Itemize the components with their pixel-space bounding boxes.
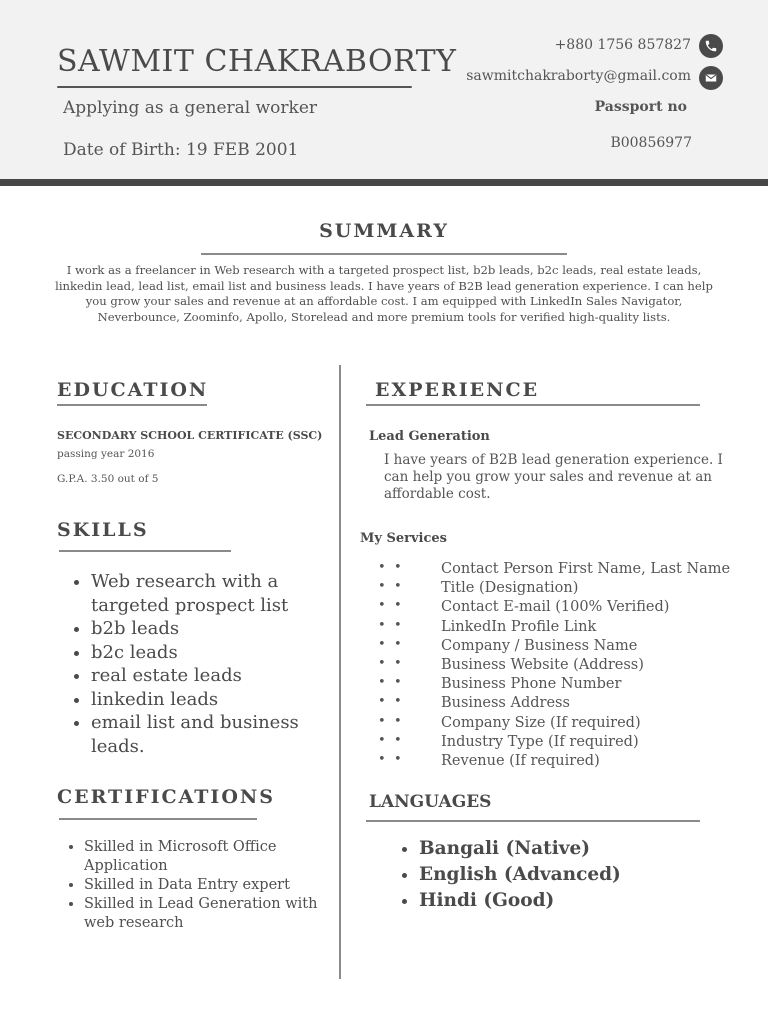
- list-item: • Skilled in Data Entry expert: [84, 876, 324, 895]
- list-item: • Bangali (Native): [419, 836, 739, 862]
- list-item: • linkedin leads: [91, 688, 351, 712]
- skills-underline: [59, 550, 231, 552]
- experience-role: Lead Generation: [369, 429, 490, 444]
- header-divider: [0, 179, 768, 186]
- list-item: • • Business Website (Address): [378, 655, 644, 673]
- date-of-birth: Date of Birth: 19 FEB 2001: [63, 140, 299, 160]
- summary-heading: SUMMARY: [319, 220, 449, 242]
- certifications-underline: [59, 818, 257, 820]
- languages-underline: [366, 820, 700, 822]
- education-gpa: G.P.A. 3.50 out of 5: [57, 473, 159, 485]
- passport-number: B00856977: [610, 135, 692, 151]
- summary-underline: [201, 253, 567, 255]
- candidate-name: SAWMIT CHAKRABORTY: [57, 44, 457, 79]
- education-certificate: SECONDARY SCHOOL CERTIFICATE (SSC): [57, 429, 323, 442]
- experience-description: I have years of B2B lead generation experience. I can help you grow your sales and revenue at an affordable cost.: [384, 452, 723, 502]
- certifications-heading: CERTIFICATIONS: [57, 786, 275, 808]
- certifications-list: [57, 838, 324, 933]
- list-item: • Hindi (Good): [419, 888, 739, 914]
- passport-label: Passport no: [594, 99, 687, 115]
- list-item: • Skilled in Microsoft Office Application: [84, 838, 324, 876]
- skills-heading: SKILLS: [57, 519, 149, 541]
- list-item: • • Contact Person First Name, Last Name: [378, 560, 731, 577]
- list-item: • • Business Address: [378, 694, 570, 712]
- experience-underline: [366, 404, 700, 406]
- list-item: • • Company Size (If required): [378, 713, 641, 731]
- list-item: • • Title (Designation): [378, 579, 579, 597]
- email-address: sawmitchakraborty@gmail.com: [466, 68, 691, 84]
- list-item: • Web research with a targeted prospect list: [91, 570, 351, 617]
- list-item: • email list and business leads.: [91, 711, 351, 758]
- list-item: • English (Advanced): [419, 862, 739, 888]
- skills-list: [57, 570, 351, 758]
- experience-heading: EXPERIENCE: [375, 379, 540, 401]
- list-item: • • Company / Business Name: [378, 636, 638, 654]
- summary-text: I work as a freelancer in Web research with a targeted prospect list, b2b leads, b2c leads, real estate leads, linkedin lead, lead list, email list and business leads. I have years of B2B lead generation experience. I can help you grow your sales and revenue at an affordable cost. I am equipped with LinkedIn Sales Navigator, Neverbounce, Zoominfo, Apollo, Storelead and more premium tools for verified high-quality lists.: [55, 263, 713, 324]
- languages-heading: LANGUAGES: [369, 792, 492, 812]
- phone-number: +880 1756 857827: [554, 37, 691, 53]
- mail-icon: [699, 66, 723, 90]
- education-underline: [57, 404, 207, 406]
- list-item: • • Contact E-mail (100% Verified): [378, 598, 670, 616]
- languages-list: [369, 836, 739, 914]
- list-item: • • Revenue (If required): [378, 751, 600, 769]
- list-item: • b2c leads: [91, 641, 351, 665]
- education-heading: EDUCATION: [57, 379, 209, 401]
- services-list: [360, 561, 740, 772]
- list-item: • • Industry Type (If required): [378, 732, 639, 750]
- job-objective: Applying as a general worker: [63, 98, 318, 118]
- list-item: • b2b leads: [91, 617, 351, 641]
- list-item: • Skilled in Lead Generation with web research: [84, 895, 324, 933]
- name-underline: [57, 86, 412, 88]
- phone-icon: [699, 34, 723, 58]
- list-item: • real estate leads: [91, 664, 351, 688]
- list-item: • • Business Phone Number: [378, 675, 622, 693]
- education-year: passing year 2016: [57, 448, 155, 460]
- list-item: • • LinkedIn Profile Link: [378, 617, 597, 635]
- services-heading: My Services: [360, 531, 447, 546]
